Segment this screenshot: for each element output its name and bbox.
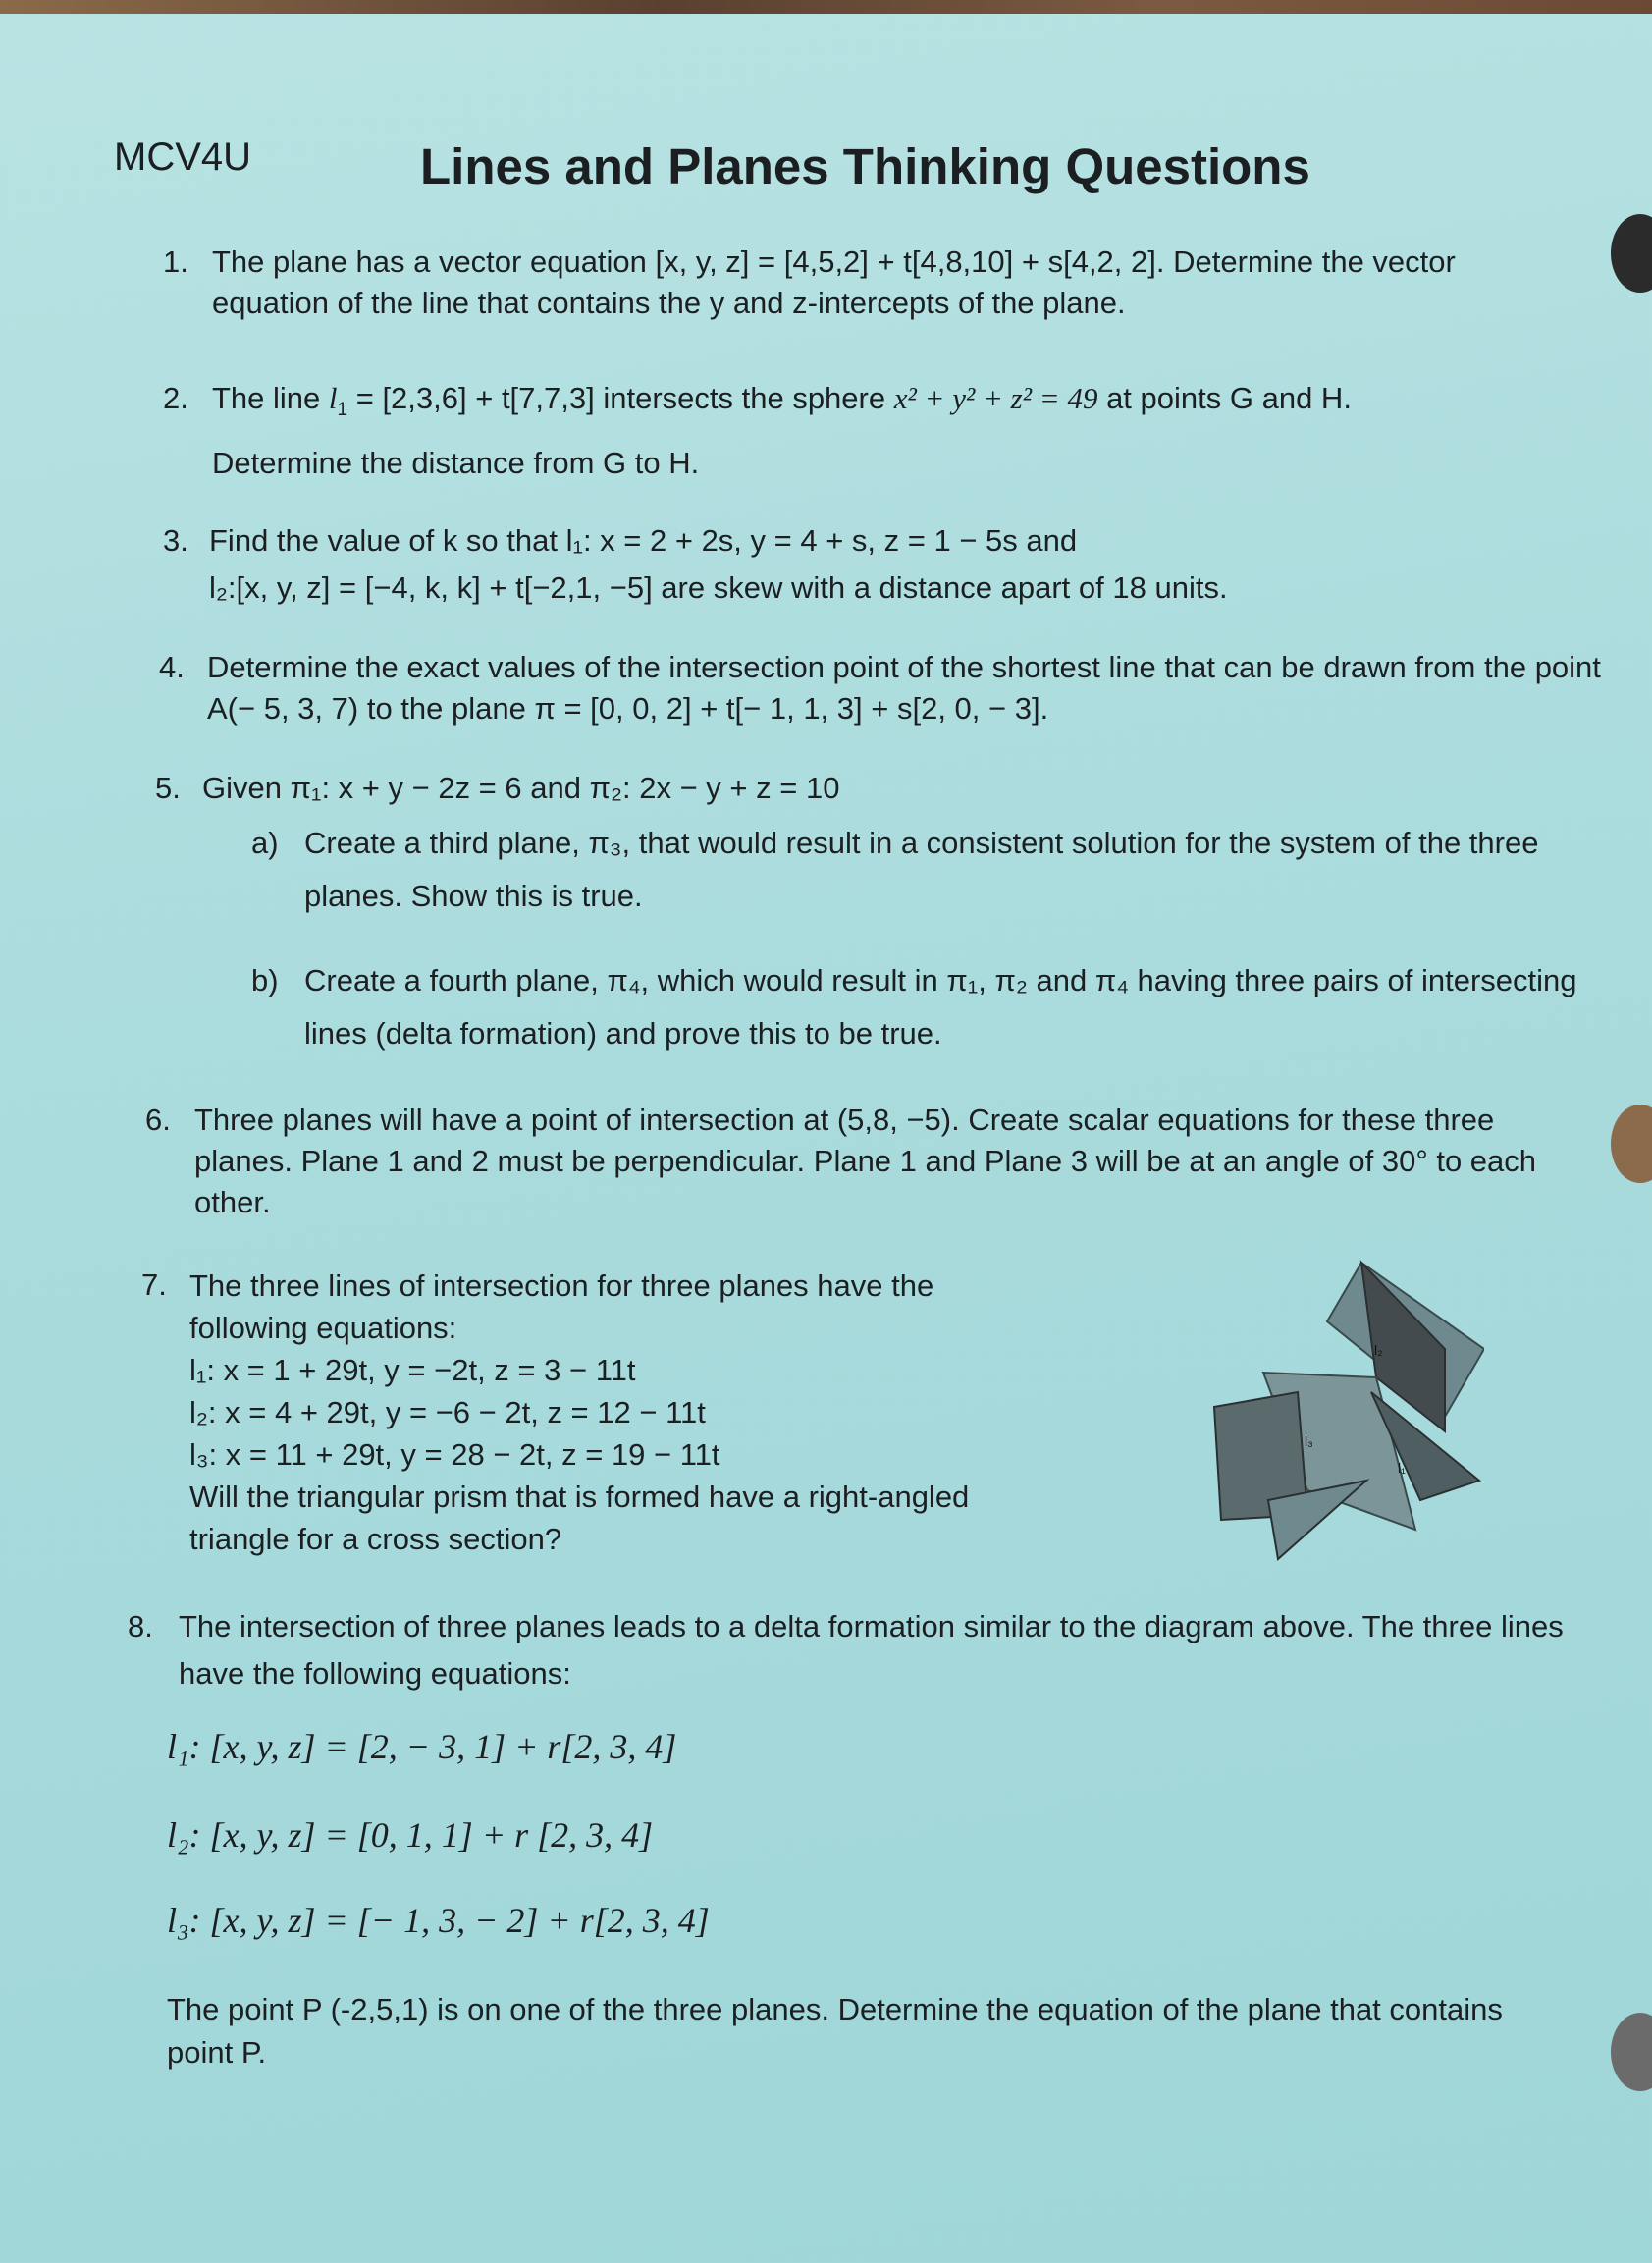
question-text: The three lines of intersection for three planes have the — [189, 1268, 934, 1303]
question-text: Determine the exact values of the intersection point of the shortest line that can be drawn from the point — [207, 650, 1601, 684]
line-symbol: l — [328, 381, 338, 415]
question-text: Create a third plane, π₃, that would result in a consistent solution for the system of the three — [304, 826, 1539, 860]
question-number: 7. — [141, 1267, 167, 1302]
line-subscript: 1 — [337, 400, 348, 421]
question-text: Three planes will have a point of intersection at (5,8, −5). Create scalar equations for these three — [194, 1103, 1495, 1137]
page-title: Lines and Planes Thinking Questions — [420, 138, 1310, 194]
question-text: following equations: — [189, 1311, 457, 1345]
question-number: 8. — [128, 1609, 153, 1643]
question-text: planes. Plane 1 and 2 must be perpendicular. Plane 1 and Plane 3 will be at an angle of 30° to each — [194, 1144, 1537, 1178]
binder-hole — [1611, 1105, 1652, 1183]
course-code: MCV4U — [114, 135, 252, 179]
line-equation: l₃: x = 11 + 29t, y = 28 − 2t, z = 19 − 11t — [189, 1437, 720, 1472]
question-number: 4. — [159, 650, 185, 684]
question-text: The point P (-2,5,1) is on one of the three planes. Determine the equation of the plane that contains — [167, 1992, 1503, 2026]
question-text: equation of the line that contains the y and z-intercepts of the plane. — [212, 286, 1126, 320]
question-text: planes. Show this is true. — [304, 879, 643, 913]
question-text: Determine the distance from G to H. — [212, 446, 700, 481]
question-text: have the following equations: — [179, 1656, 571, 1691]
question-text: A(− 5, 3, 7) to the plane π = [0, 0, 2] + t[− 1, 1, 3] + s[2, 0, − 3]. — [207, 691, 1049, 726]
text-fragment: The line — [212, 381, 329, 415]
question-text: Will the triangular prism that is formed have a right-angled — [189, 1480, 970, 1514]
question-text: Create a fourth plane, π₄, which would result in π₁, π₂ and π₄ having three pairs of intersecting — [304, 963, 1577, 997]
diagram-label-l1: l₁ — [1398, 1460, 1406, 1476]
question-number: b) — [251, 963, 279, 997]
sphere-equation: x² + y² + z² = 49 — [893, 381, 1098, 415]
question-text — [212, 378, 1352, 431]
line-equation-l3: l₃: [x, y, z] = [− 1, 3, − 2] + r[2, 3, 4] — [167, 1901, 710, 1940]
question-text: l₂:[x, y, z] = [−4, k, k] + t[−2,1, −5] are skew with a distance apart of 18 units. — [209, 570, 1228, 605]
line-equation: l₁: x = 1 + 29t, y = −2t, z = 3 − 11t — [189, 1353, 636, 1387]
question-text: point P. — [167, 2035, 267, 2070]
text-fragment: at points G and H. — [1097, 381, 1352, 415]
binder-hole — [1611, 214, 1652, 293]
question-number: a) — [251, 826, 279, 860]
question-number: 1. — [163, 244, 188, 279]
question-number: 6. — [145, 1103, 171, 1137]
question-text: The plane has a vector equation [x, y, z] = [4,5,2] + t[4,8,10] + s[4,2, 2]. Determine the vector — [212, 244, 1456, 279]
question-number: 5. — [155, 771, 181, 805]
question-text: triangle for a cross section? — [189, 1522, 562, 1556]
prism-diagram — [1209, 1255, 1484, 1569]
line-equation: l₂: x = 4 + 29t, y = −6 − 2t, z = 12 − 11t — [189, 1395, 706, 1429]
question-text: Find the value of k so that l₁: x = 2 + 2s, y = 4 + s, z = 1 − 5s and — [209, 523, 1078, 558]
diagram-label-l3: l₃ — [1305, 1433, 1313, 1449]
question-number: 3. — [163, 523, 188, 558]
question-8-tail — [167, 1988, 1620, 2074]
question-text: Given π₁: x + y − 2z = 6 and π₂: 2x − y + z = 10 — [202, 771, 840, 805]
diagram-label-l2: l₂ — [1374, 1342, 1383, 1358]
question-text: lines (delta formation) and prove this to be true. — [304, 1016, 942, 1051]
page-top-edge — [0, 0, 1652, 14]
text-fragment: = [2,3,6] + t[7,7,3] intersects the sphere — [347, 381, 894, 415]
line-equation-l1: l₁: [x, y, z] = [2, − 3, 1] + r[2, 3, 4] — [167, 1727, 677, 1766]
question-text: other. — [194, 1185, 271, 1219]
question-text: The intersection of three planes leads to a delta formation similar to the diagram above. The three lines — [179, 1609, 1564, 1643]
line-equation-l2: l₂: [x, y, z] = [0, 1, 1] + r [2, 3, 4] — [167, 1815, 654, 1855]
question-number: 2. — [163, 381, 188, 415]
